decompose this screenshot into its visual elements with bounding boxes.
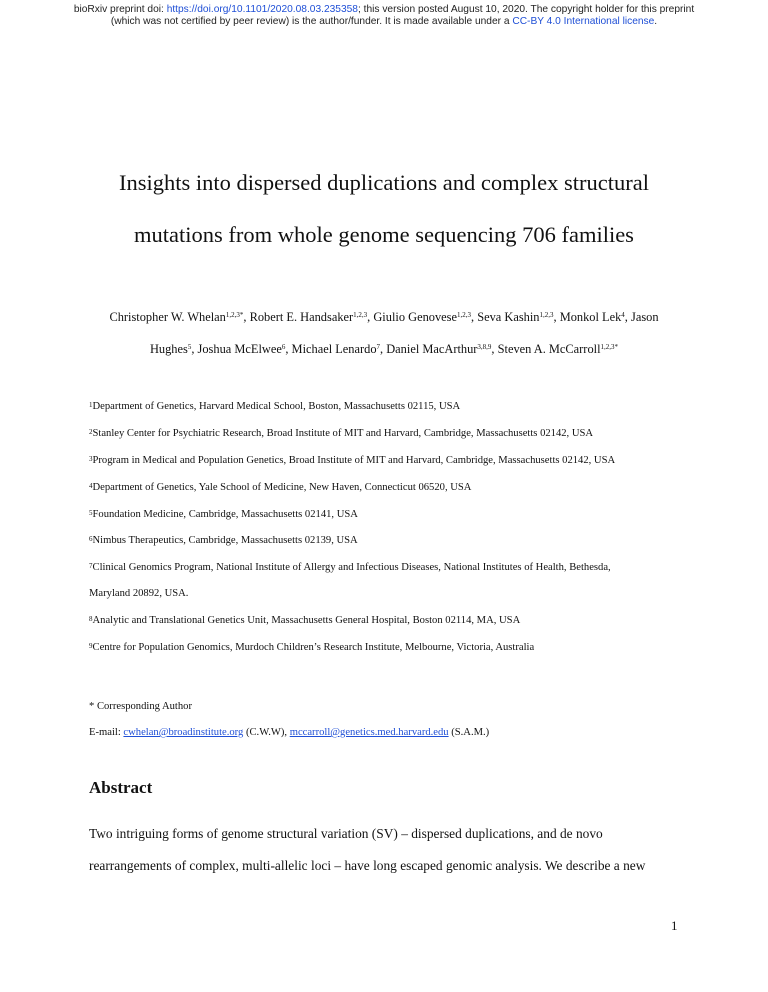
author: Christopher W. Whelan$^{1,2,3*}$: [109, 310, 244, 324]
preprint-header-line2: (which was not certified by peer review) is the author/funder. It is made available under a CC-BY 4.0 International license.: [110, 16, 658, 27]
author: Steven A. McCarroll$^{1,2,3*}$: [497, 342, 619, 356]
affiliation: $^8$Analytic and Translational Genetics Unit, Massachusetts General Hospital, Boston 02114, MA, USA: [89, 615, 521, 626]
email-link-mccarroll[interactable]: mccarroll@genetics.med.harvard.edu: [289, 727, 449, 738]
affiliation: $^3$Program in Medical and Population Genetics, Broad Institute of MIT and Harvard, Cambridge, Massachusetts 02142, USA: [89, 455, 616, 466]
preprint-header: [0, 4, 768, 28]
affiliation: $^5$Foundation Medicine, Cambridge, Massachusetts 02141, USA: [89, 509, 358, 520]
email-link-whelan[interactable]: cwhelan@broadinstitute.org: [123, 727, 244, 738]
abstract-line-1: Two intriguing forms of genome structural variation (SV) – dispersed duplications, and de novo: [89, 826, 603, 841]
author-first-name: Jason: [631, 310, 659, 324]
author: Seva Kashin$^{1,2,3}$: [477, 310, 554, 324]
abstract-line-2: rearrangements of complex, multi-allelic loci – have long escaped genomic analysis. We describe a new: [89, 858, 646, 873]
license-link[interactable]: CC-BY 4.0 International license: [512, 16, 655, 27]
author: Robert E. Handsaker$^{1,2,3}$: [249, 310, 368, 324]
email-line: E-mail: cwhelan@broadinstitute.org (C.W.W), mccarroll@genetics.med.harvard.edu (S.A.M.): [89, 727, 490, 738]
affiliation: Maryland 20892, USA.: [89, 588, 189, 599]
author: Daniel MacArthur$^{3,8,9}$: [386, 342, 492, 356]
authors-line-1: Christopher W. Whelan$^{1,2,3*}$, Robert E. Handsaker$^{1,2,3}$, Giulio Genovese$^{1,2,3}$, Seva Kashin$^{1,2,3}$, Monkol Lek$^4$, Jason: [109, 310, 659, 324]
author: Giulio Genovese$^{1,2,3}$: [373, 310, 471, 324]
title-line-2: mutations from whole genome sequencing 706 families: [134, 222, 634, 247]
author: Michael Lenardo$^7$: [291, 342, 381, 356]
affiliation: $^1$Department of Genetics, Harvard Medical School, Boston, Massachusetts 02115, USA: [89, 401, 461, 412]
abstract-heading: Abstract: [89, 778, 153, 797]
corresponding-author-label: * Corresponding Author: [89, 701, 192, 712]
author-last-name: Hughes: [149, 342, 188, 356]
affiliation: $^6$Nimbus Therapeutics, Cambridge, Massachusetts 02139, USA: [89, 535, 358, 546]
authors-line-2: Hughes$^5$, Joshua McElwee$^6$, Michael Lenardo$^7$, Daniel MacArthur$^{3,8,9}$, Steven A. McCarroll$^{1,2,3*}$: [149, 342, 619, 356]
doi-link[interactable]: https://doi.org/10.1101/2020.08.03.235358: [166, 4, 358, 15]
author: Monkol Lek$^4$: [559, 310, 625, 324]
title-line-1: Insights into dispersed duplications and complex structural: [119, 170, 649, 195]
affiliation: $^4$Department of Genetics, Yale School of Medicine, New Haven, Connecticut 06520, USA: [89, 482, 472, 493]
page-number: 1: [671, 918, 678, 933]
affiliation: $^2$Stanley Center for Psychiatric Research, Broad Institute of MIT and Harvard, Cambridge, Massachusetts 02142, USA: [89, 428, 594, 439]
affiliation: $^9$Centre for Population Genomics, Murdoch Children’s Research Institute, Melbourne, Victoria, Australia: [89, 642, 535, 653]
preprint-header-line1: bioRxiv preprint doi: https://doi.org/10.1101/2020.08.03.235358; this version posted August 10, 2020. The copyright holder for this preprint: [73, 4, 695, 15]
author: Joshua McElwee$^6$: [197, 342, 286, 356]
affiliation: $^7$Clinical Genomics Program, National Institute of Allergy and Infectious Diseases, National Institutes of Health, Bethesda,: [89, 562, 611, 573]
